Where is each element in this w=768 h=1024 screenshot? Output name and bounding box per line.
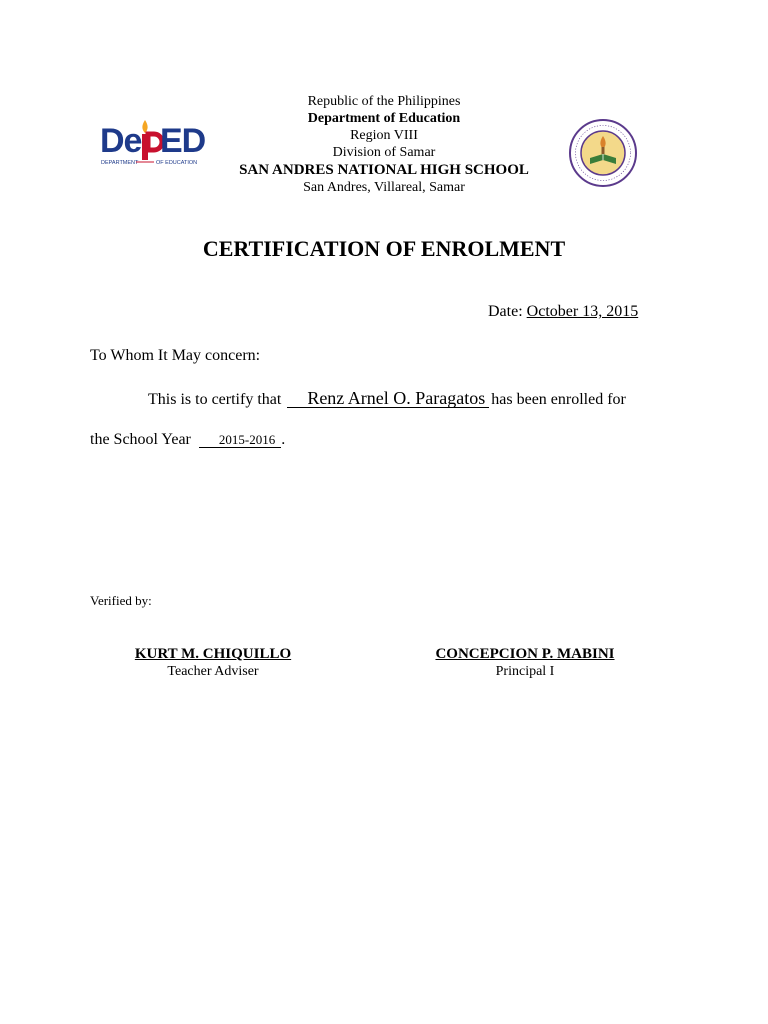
letterhead xyxy=(200,93,568,196)
body-line-2 xyxy=(90,431,285,449)
date-row xyxy=(488,303,658,321)
date-value: October 13, 2015 xyxy=(526,303,639,320)
student-name: Renz Arnel O. Paragatos xyxy=(287,389,489,408)
deped-logo-icon xyxy=(98,118,210,168)
header-division: Division of Samar xyxy=(332,145,436,160)
svg-text:De: De xyxy=(100,122,142,160)
document-title: CERTIFICATION OF ENROLMENT xyxy=(202,236,566,261)
body-line-1 xyxy=(148,389,626,409)
signatory-role: Teacher Adviser xyxy=(167,664,259,679)
header-school-name: SAN ANDRES NATIONAL HIGH SCHOOL xyxy=(239,162,529,178)
body-prefix: This is to certify that xyxy=(148,391,282,408)
body-suffix: has been enrolled for xyxy=(491,391,626,408)
header-republic: Republic of the Philippines xyxy=(307,94,461,109)
svg-text:OF EDUCATION: OF EDUCATION xyxy=(156,160,198,166)
header-department: Department of Education xyxy=(307,111,461,126)
signatory-principal xyxy=(415,646,635,680)
signatory-role: Principal I xyxy=(495,664,555,679)
salutation: To Whom It May concern: xyxy=(90,347,261,364)
header-school-address: San Andres, Villareal, Samar xyxy=(303,180,465,195)
school-year-value: 2015-2016 xyxy=(199,433,281,448)
signatory-name: KURT M. CHIQUILLO xyxy=(134,646,292,662)
school-seal-icon xyxy=(568,118,638,188)
school-year-label: the School Year xyxy=(90,431,191,448)
svg-text:ED: ED xyxy=(160,122,206,160)
signatory-adviser xyxy=(103,646,323,680)
header-region: Region VIII xyxy=(350,128,418,143)
school-year-end: . xyxy=(281,431,286,448)
signatory-name: CONCEPCION P. MABINI xyxy=(435,646,615,662)
svg-text:DEPARTMENT: DEPARTMENT xyxy=(101,160,139,166)
verified-by-label: Verified by: xyxy=(90,593,152,608)
date-label: Date: xyxy=(488,303,523,320)
